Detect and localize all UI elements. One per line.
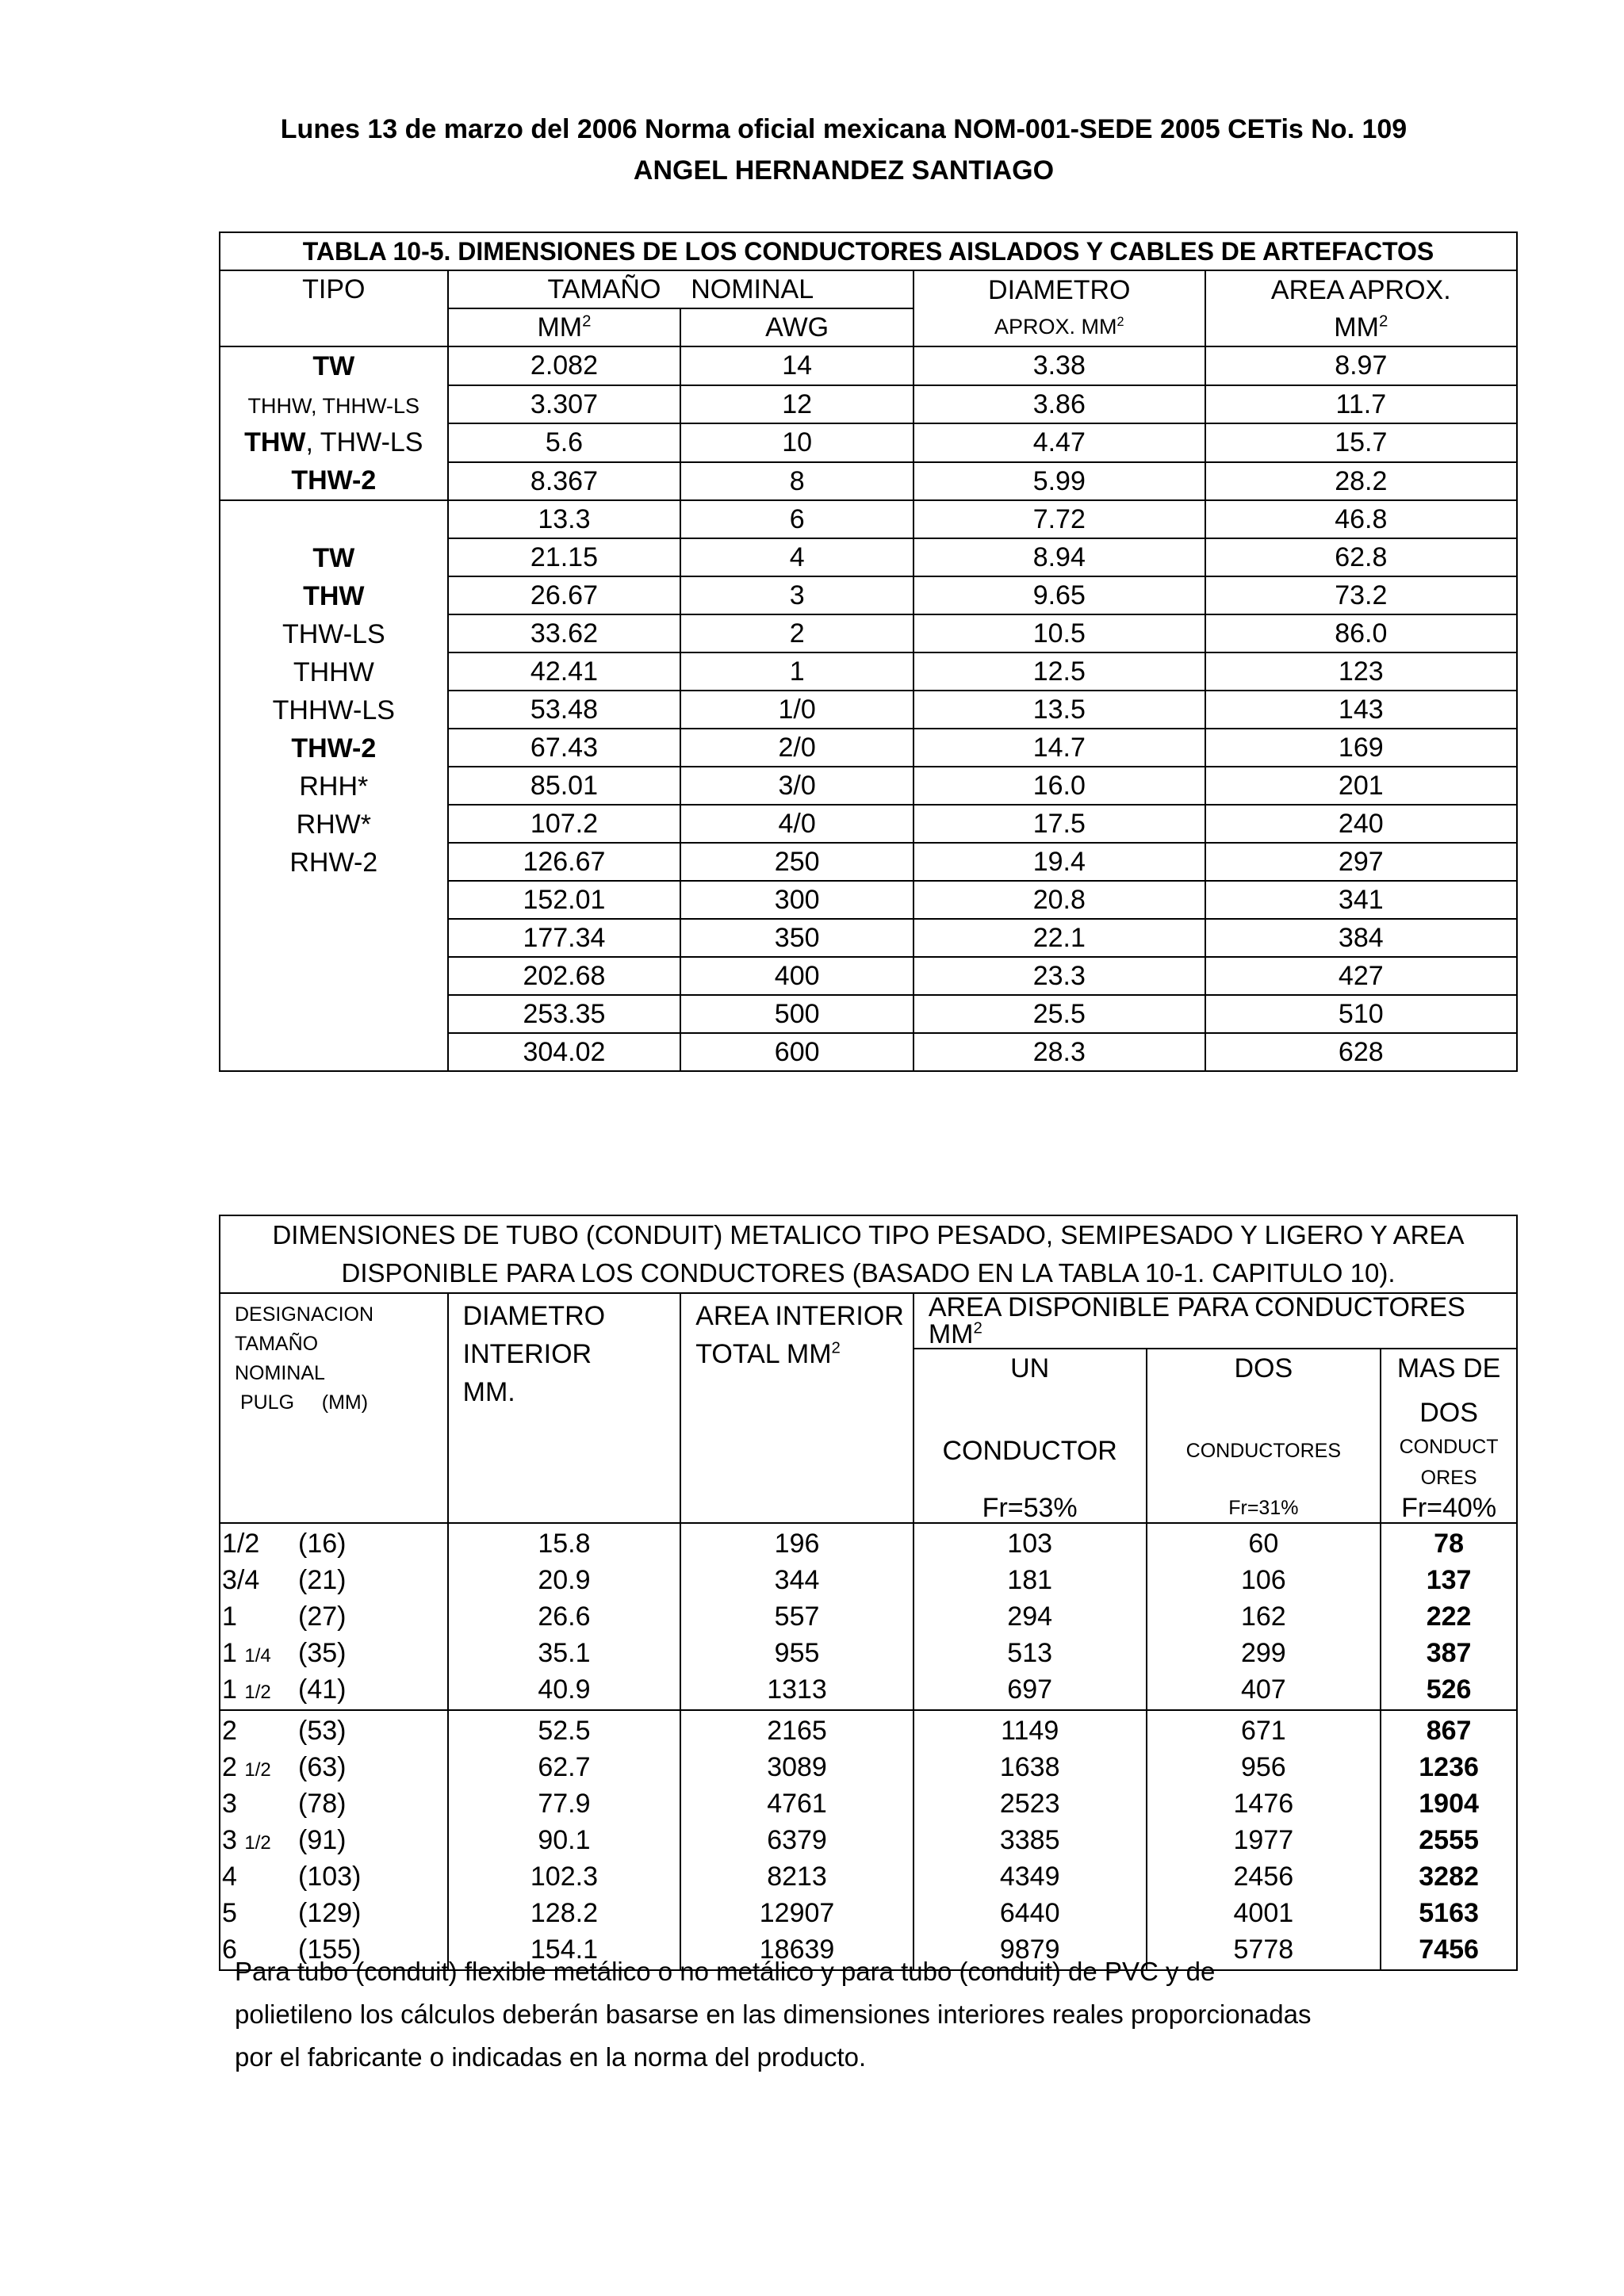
awg-cell: 500 — [680, 995, 914, 1033]
diametro-cell: 52.5 62.7 77.9 90.1 102.3 128.2 154.1 — [448, 1710, 681, 1970]
diametro-cell: 3.86 — [914, 385, 1205, 424]
area-cell: 510 — [1205, 995, 1517, 1033]
area-interior-header: AREA INTERIOR TOTAL $MM^2$ — [680, 1293, 914, 1523]
area-cell: 341 — [1205, 881, 1517, 919]
area-cell: 201 — [1205, 767, 1517, 805]
mm-cell: 8.367 — [448, 462, 681, 501]
area-cell: 297 — [1205, 843, 1517, 881]
tipo-label: THHW, THHW-LS — [247, 394, 420, 418]
tipo-label: RHH* — [299, 771, 369, 802]
awg-cell: 1 — [680, 652, 914, 691]
awg-header: AWG — [680, 308, 914, 346]
mm-cell: 33.62 — [448, 614, 681, 652]
pulg-value: 3/4 — [222, 1565, 260, 1595]
area-header: AREA APROX. — [1205, 270, 1517, 308]
diametro-cell: 12.5 — [914, 652, 1205, 691]
tipo-label: THHW — [293, 657, 374, 687]
tamano-header: TAMAÑO NOMINAL — [448, 270, 914, 308]
pulg-value: 6 — [222, 1934, 237, 1965]
tipo-label: RHW* — [296, 809, 372, 840]
pulg-fraction: 1/2 — [244, 1759, 271, 1781]
awg-cell: 8 — [680, 462, 914, 501]
mas-de-dos-cell: 78 137 222 387 526 — [1381, 1523, 1517, 1710]
pulg-fraction: 1/2 — [244, 1682, 271, 1703]
awg-cell: 3 — [680, 576, 914, 614]
document-header-line1: Lunes 13 de marzo del 2006 Norma oficial mexicana NOM-001-SEDE 2005 CETis No. 109 — [280, 114, 1408, 144]
mm-value: (21) — [298, 1565, 347, 1595]
un-conductor-cell: 103 181 294 513 697 — [914, 1523, 1147, 1710]
diametro-cell: 9.65 — [914, 576, 1205, 614]
mm-cell: 177.34 — [448, 919, 681, 957]
awg-cell: 350 — [680, 919, 914, 957]
mm-value: (129) — [298, 1898, 362, 1928]
table-row — [220, 500, 1517, 538]
awg-cell: 14 — [680, 346, 914, 385]
mm-cell: 3.307 — [448, 385, 681, 424]
un-conductor-header: UN CONDUCTOR Fr=53% — [914, 1349, 1147, 1523]
awg-cell: 4 — [680, 538, 914, 576]
mm-cell: 67.43 — [448, 729, 681, 767]
diametro-subheader: APROX. $MM^2$ — [914, 308, 1205, 346]
diametro-cell: 7.72 — [914, 500, 1205, 538]
dos-conductores-cell: 60 106 162 299 407 — [1147, 1523, 1381, 1710]
un-conductor-cell: 1149 1638 2523 3385 4349 6440 9879 — [914, 1710, 1147, 1970]
diametro-cell: 8.94 — [914, 538, 1205, 576]
diametro-cell: 15.8 20.9 26.6 35.1 40.9 — [448, 1523, 681, 1710]
mm-value: (53) — [298, 1716, 347, 1746]
table-row — [220, 346, 1517, 385]
tipo-label: THW — [244, 427, 306, 457]
diametro-cell: 10.5 — [914, 614, 1205, 652]
diametro-cell: 5.99 — [914, 462, 1205, 501]
diametro-cell: 16.0 — [914, 767, 1205, 805]
dos-conductores-header: DOS CONDUCTORES Fr=31% — [1147, 1349, 1381, 1523]
area-cell: 73.2 — [1205, 576, 1517, 614]
mm-value: (155) — [298, 1934, 362, 1965]
mm-cell: 152.01 — [448, 881, 681, 919]
mm-value: (91) — [298, 1825, 347, 1855]
pulg-fraction: 1/2 — [244, 1832, 271, 1854]
area-cell: 28.2 — [1205, 462, 1517, 501]
tipo-label: THHW-LS — [272, 695, 395, 725]
area-subheader: $MM^2$ — [1205, 308, 1517, 346]
mas-de-dos-header: MAS DE DOS CONDUCT ORES Fr=40% — [1381, 1349, 1517, 1523]
area-cell: 628 — [1205, 1033, 1517, 1071]
mm-cell: 21.15 — [448, 538, 681, 576]
pulg-value: 1 — [222, 1674, 237, 1705]
mm-value: (27) — [298, 1601, 347, 1632]
area-interior-cell: 196 344 557 955 1313 — [680, 1523, 914, 1710]
tipo-header: TIPO — [220, 270, 448, 346]
mm-value: (16) — [298, 1529, 347, 1559]
table-row-group — [220, 1523, 1517, 1710]
mm-cell: 2.082 — [448, 346, 681, 385]
tipo-label: TW — [312, 543, 355, 573]
diametro-cell: 20.8 — [914, 881, 1205, 919]
conduit-dimensions-table — [219, 1215, 1518, 1971]
conductor-dimensions-table — [219, 232, 1518, 1072]
area-cell: 8.97 — [1205, 346, 1517, 385]
area-cell: 123 — [1205, 652, 1517, 691]
designacion-cell — [220, 1710, 448, 1970]
diametro-cell: 14.7 — [914, 729, 1205, 767]
mm-value: (41) — [298, 1674, 347, 1705]
mm-cell: 126.67 — [448, 843, 681, 881]
area-cell: 46.8 — [1205, 500, 1517, 538]
awg-cell: 4/0 — [680, 805, 914, 843]
diametro-interior-header: DIAMETRO INTERIOR MM. — [448, 1293, 681, 1523]
mm-value: (78) — [298, 1789, 347, 1819]
mm-cell: 304.02 — [448, 1033, 681, 1071]
awg-cell: 300 — [680, 881, 914, 919]
diametro-header: DIAMETRO — [914, 270, 1205, 308]
awg-cell: 2/0 — [680, 729, 914, 767]
tipo-group-2 — [220, 500, 448, 1071]
tipo-label: RHW-2 — [289, 848, 378, 878]
tipo-label: THW-2 — [291, 465, 377, 496]
pulg-value: 1/2 — [222, 1529, 260, 1559]
awg-cell: 6 — [680, 500, 914, 538]
diametro-cell: 17.5 — [914, 805, 1205, 843]
mm-cell: 253.35 — [448, 995, 681, 1033]
awg-cell: 600 — [680, 1033, 914, 1071]
tipo-label: , THW-LS — [305, 427, 423, 457]
area-cell: 86.0 — [1205, 614, 1517, 652]
area-cell: 62.8 — [1205, 538, 1517, 576]
mm-header: $MM^2$ — [448, 308, 681, 346]
pulg-value: 2 — [222, 1716, 237, 1746]
tipo-label: THW-LS — [282, 619, 385, 649]
pulg-value: 2 — [222, 1752, 237, 1782]
mm-cell: 85.01 — [448, 767, 681, 805]
area-cell: 427 — [1205, 957, 1517, 995]
mm-cell: 26.67 — [448, 576, 681, 614]
mm-cell: 5.6 — [448, 423, 681, 462]
pulg-value: 3 — [222, 1825, 237, 1855]
pulg-value: 1 — [222, 1638, 237, 1668]
document-header-line2: ANGEL HERNANDEZ SANTIAGO — [633, 155, 1055, 186]
designacion-cell — [220, 1523, 448, 1710]
diametro-cell: 13.5 — [914, 691, 1205, 729]
mm-cell: 107.2 — [448, 805, 681, 843]
awg-cell: 12 — [680, 385, 914, 424]
area-cell: 169 — [1205, 729, 1517, 767]
mm-cell: 53.48 — [448, 691, 681, 729]
pulg-value: 1 — [222, 1601, 237, 1632]
mm-value: (35) — [298, 1638, 347, 1668]
diametro-cell: 4.47 — [914, 423, 1205, 462]
tipo-label: THW-2 — [291, 733, 377, 763]
area-cell: 240 — [1205, 805, 1517, 843]
awg-cell: 400 — [680, 957, 914, 995]
diametro-cell: 3.38 — [914, 346, 1205, 385]
pulg-value: 4 — [222, 1862, 237, 1892]
mm-value: (63) — [298, 1752, 347, 1782]
diametro-cell: 28.3 — [914, 1033, 1205, 1071]
diametro-cell: 19.4 — [914, 843, 1205, 881]
mm-cell: 13.3 — [448, 500, 681, 538]
tipo-group-1 — [220, 346, 448, 500]
area-cell: 15.7 — [1205, 423, 1517, 462]
table1-caption: TABLA 10-5. DIMENSIONES DE LOS CONDUCTORES AISLADOS Y CABLES DE ARTEFACTOS — [220, 232, 1517, 270]
awg-cell: 2 — [680, 614, 914, 652]
mm-cell: 202.68 — [448, 957, 681, 995]
area-cell: 143 — [1205, 691, 1517, 729]
area-cell: 384 — [1205, 919, 1517, 957]
awg-cell: 250 — [680, 843, 914, 881]
diametro-cell: 23.3 — [914, 957, 1205, 995]
area-interior-cell: 2165 3089 4761 6379 8213 12907 18639 — [680, 1710, 914, 1970]
area-cell: 11.7 — [1205, 385, 1517, 424]
dos-conductores-cell: 671 956 1476 1977 2456 4001 5778 — [1147, 1710, 1381, 1970]
mas-de-dos-cell: 867 1236 1904 2555 3282 5163 7456 — [1381, 1710, 1517, 1970]
mm-value: (103) — [298, 1862, 362, 1892]
table-row-group — [220, 1710, 1517, 1970]
table2-caption: DIMENSIONES DE TUBO (CONDUIT) METALICO TIPO PESADO, SEMIPESADO Y LIGERO Y AREA DISPONIBLE PARA LOS CONDUCTORES (BASADO EN LA TABLA 10-1. CAPITULO 10). — [220, 1215, 1517, 1293]
awg-cell: 1/0 — [680, 691, 914, 729]
awg-cell: 10 — [680, 423, 914, 462]
diametro-cell: 25.5 — [914, 995, 1205, 1033]
pulg-fraction: 1/4 — [244, 1645, 271, 1667]
diametro-cell: 22.1 — [914, 919, 1205, 957]
pulg-value: 5 — [222, 1898, 237, 1928]
tipo-label: TW — [312, 351, 355, 381]
awg-cell: 3/0 — [680, 767, 914, 805]
area-disponible-header: AREA DISPONIBLE PARA CONDUCTORES $MM^2$ — [914, 1293, 1517, 1349]
mm-cell: 42.41 — [448, 652, 681, 691]
designacion-header: DESIGNACION TAMAÑO NOMINAL PULG (MM) — [220, 1293, 448, 1523]
tipo-label: THW — [303, 581, 365, 611]
footer-note: Para tubo (conduit) flexible metálico o no metálico y para tubo (conduit) de PVC y de polietileno los cálculos deberán basarse en las dimensiones interiores reales proporcionadas por el fabricante o indicadas en la norma del producto. — [235, 1957, 1312, 2072]
pulg-value: 3 — [222, 1789, 237, 1819]
